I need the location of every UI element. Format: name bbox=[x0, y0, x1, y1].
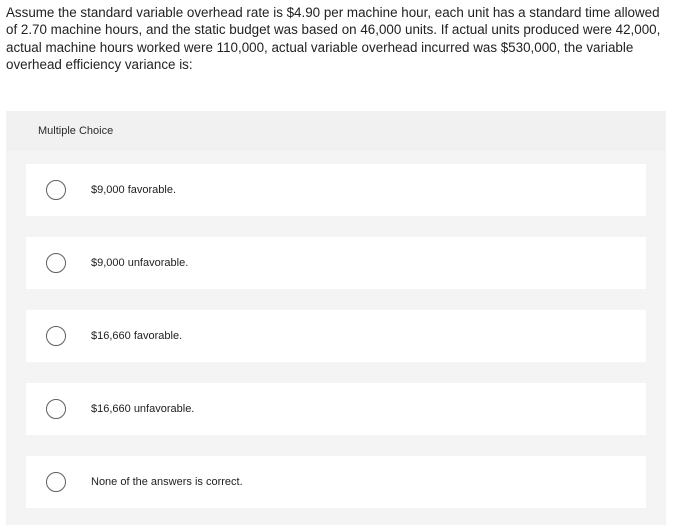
radio-button-icon[interactable] bbox=[46, 326, 66, 346]
option-label: $16,660 unfavorable. bbox=[91, 403, 195, 415]
answer-option-1[interactable] bbox=[26, 164, 646, 216]
multiple-choice-header: Multiple Choice bbox=[6, 111, 666, 151]
radio-button-icon[interactable] bbox=[46, 472, 66, 492]
answer-option-5[interactable] bbox=[26, 456, 646, 508]
answer-option-2[interactable] bbox=[26, 237, 646, 289]
option-label: $9,000 unfavorable. bbox=[91, 257, 189, 269]
option-label: None of the answers is correct. bbox=[91, 476, 243, 488]
question-text: Assume the standard variable overhead rate is $4.90 per machine hour, each unit has a standard time allowed of 2.70 machine hours, and the static budget was based on 46,000 units. If actual units produced were 42,000, actual machine hours worked were 110,000, actual variable overhead incurred was $530,000, the variable overhead efficiency variance is: bbox=[6, 5, 661, 72]
multiple-choice-panel bbox=[6, 111, 666, 525]
radio-button-icon[interactable] bbox=[46, 399, 66, 419]
radio-button-icon[interactable] bbox=[46, 253, 66, 273]
radio-button-icon[interactable] bbox=[46, 180, 66, 200]
answer-option-3[interactable] bbox=[26, 310, 646, 362]
answer-options bbox=[26, 164, 646, 529]
option-label: $16,660 favorable. bbox=[91, 330, 183, 342]
option-label: $9,000 favorable. bbox=[91, 184, 177, 196]
answer-option-4[interactable] bbox=[26, 383, 646, 435]
